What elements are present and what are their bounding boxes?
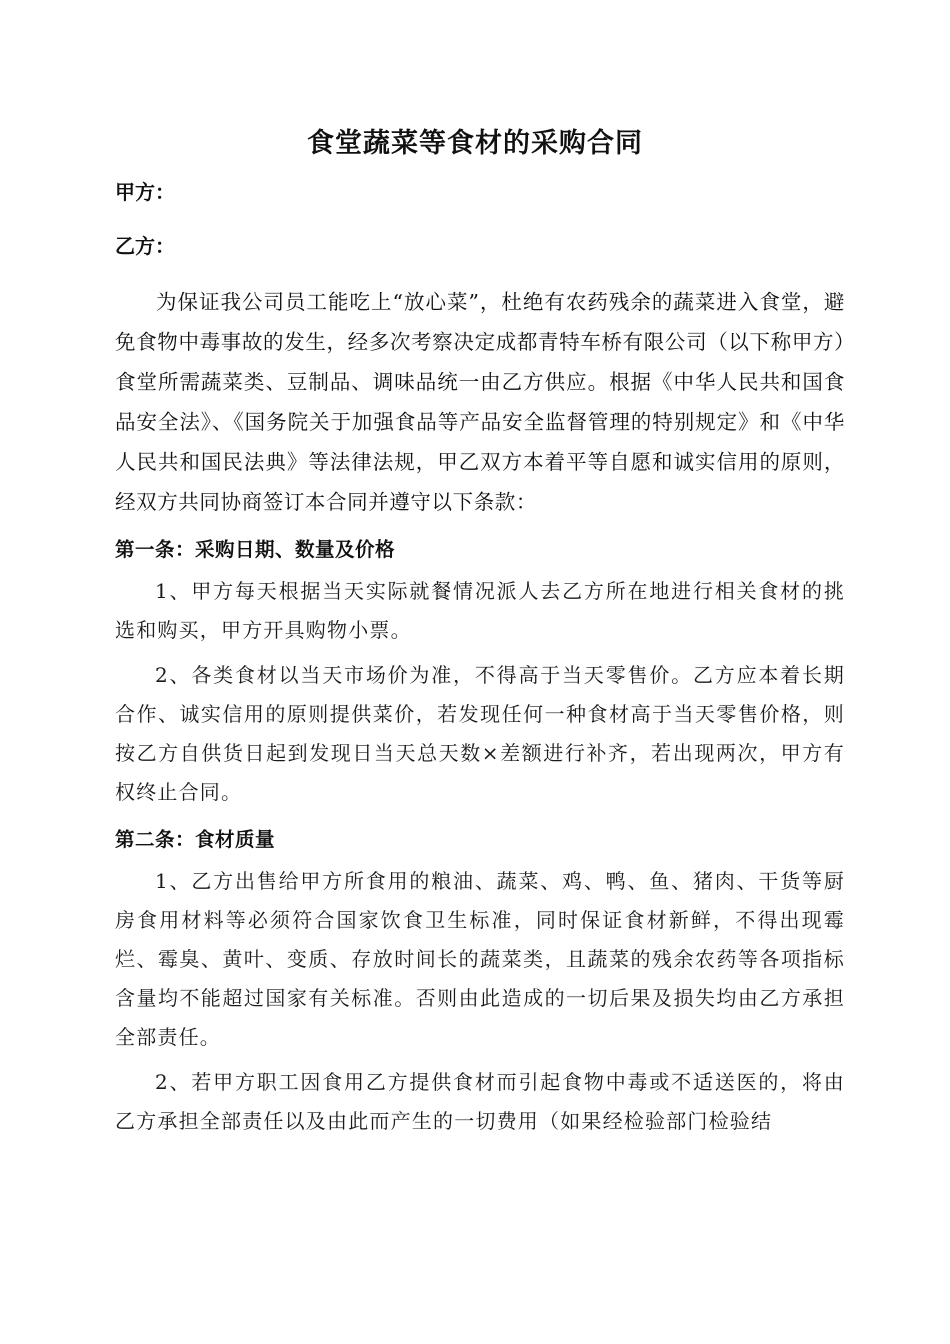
article-2-heading: 第二条：食材质量: [115, 828, 276, 851]
article-2-clause-2: 2、若甲方职工因食用乙方提供食材而引起食物中毒或不适送医的，将由乙方承担全部责任以及由此而产生的一切费用（如果经检验部门检验结: [115, 1070, 845, 1133]
document-body: [115, 174, 845, 1147]
preamble-paragraph: 为保证我公司员工能吃上“放心菜”，杜绝有农药残余的蔬菜进入食堂，避免食物中毒事故的发生，经多次考察决定成都青特车桥有限公司（以下称甲方）食堂所需蔬菜类、豆制品、调味品统一由乙方供应。根据《中华人民共和国食品安全法》、《国务院关于加强食品等产品安全监督管理的特别规定》和《中华人民共和国民法典》等法律法规，甲乙双方本着平等自愿和诚实信用的原则，经双方共同协商签订本合同并遵守以下条款：: [115, 290, 845, 514]
party-b-label: 乙方：: [115, 234, 175, 258]
document-title: 食堂蔬菜等食材的采购合同: [307, 128, 643, 159]
party-a-label: 甲方：: [115, 180, 175, 204]
article-1-clause-2: 2、各类食材以当天市场价为准，不得高于当天零售价。乙方应本着长期合作、诚实信用的原则提供菜价，若发现任何一种食材高于当天零售价格，则按乙方自供货日起到发现日当天总天数×差额进行补齐，若出现两次，甲方有权终止合同。: [115, 663, 845, 804]
article-1-heading: 第一条：采购日期、数量及价格: [115, 538, 396, 561]
article-2-clause-1: 1、乙方出售给甲方所食用的粮油、蔬菜、鸡、鸭、鱼、猪肉、干货等厨房食用材料等必须符合国家饮食卫生标准，同时保证食材新鲜，不得出现霉烂、霉臭、黄叶、变质、存放时间长的蔬菜类，且蔬菜的残余农药等各项指标含量均不能超过国家有关标准。否则由此造成的一切后果及损失均由乙方承担全部责任。: [115, 869, 845, 1049]
article-1-clause-1: 1、甲方每天根据当天实际就餐情况派人去乙方所在地进行相关食材的挑选和购买，甲方开具购物小票。: [115, 579, 845, 642]
